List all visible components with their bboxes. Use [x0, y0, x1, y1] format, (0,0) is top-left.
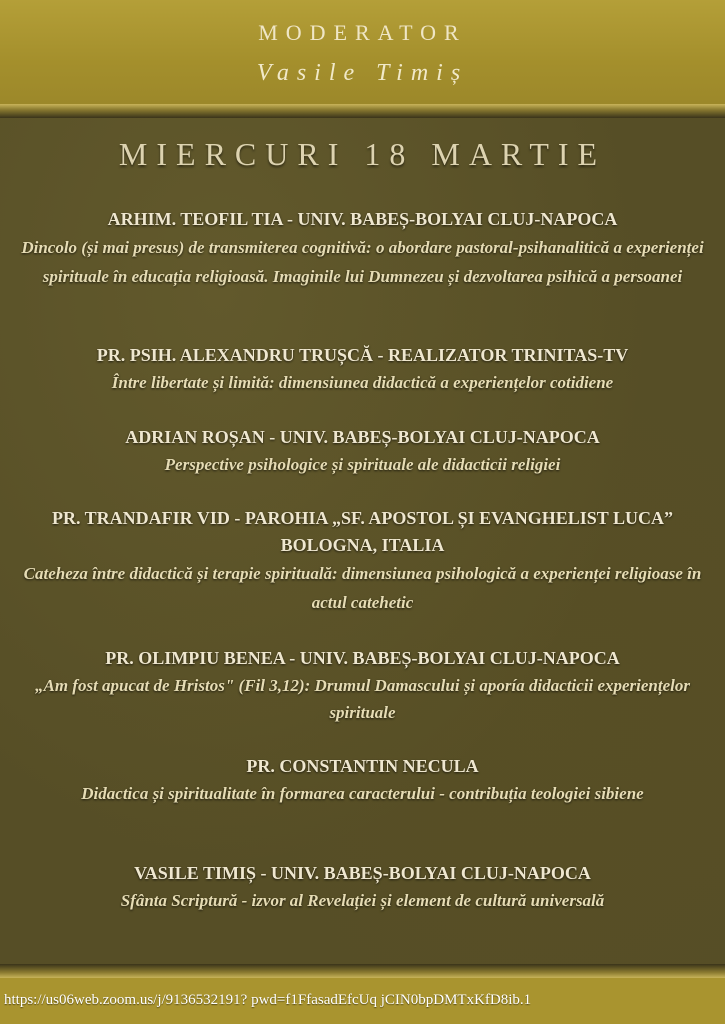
header-banner [0, 0, 725, 104]
moderator-name: Vasile Timiș [256, 60, 469, 86]
talk-speaker: ADRIAN ROȘAN - UNIV. BABEȘ-BOLYAI CLUJ-NAPOCA [125, 427, 600, 447]
talk-speaker: PR. TRANDAFIR VID - PAROHIA „SF. APOSTOL ȘI EVANGHELIST LUCA” BOLOGNA, ITALIA [52, 508, 673, 555]
talk-item [16, 505, 709, 617]
talk-title: Între libertate și limită: dimensiunea didactică a experiențelor cotidiene [111, 373, 614, 392]
day-heading: MIERCURI 18 MARTIE [118, 136, 607, 172]
bottom-divider [0, 964, 725, 978]
talk-item [16, 645, 709, 726]
talk-speaker: PR. OLIMPIU BENEA - UNIV. BABEȘ-BOLYAI CLUJ-NAPOCA [105, 648, 620, 668]
talk-title: „Am fost apucat de Hristos" (Fil 3,12): Drumul Damascului și aporía didacticii experiențelor spirituale [35, 676, 690, 722]
talk-title: Didactica și spiritualitate în formarea caracterului - contribuția teologiei sibiene [81, 784, 644, 803]
talk-speaker: VASILE TIMIȘ - UNIV. BABEȘ-BOLYAI CLUJ-NAPOCA [134, 863, 591, 883]
talk-title: Perspective psihologice și spirituale ale didacticii religiei [164, 455, 561, 474]
talk-speaker: ARHIM. TEOFIL TIA - UNIV. BABEȘ-BOLYAI CLUJ-NAPOCA [107, 209, 618, 229]
talk-item [16, 342, 709, 396]
program-panel [0, 118, 725, 968]
zoom-link[interactable]: https://us06web.zoom.us/j/9136532191? pwd=f1FfasadEfcUq jCIN0bpDMTxKfD8ib.1 [4, 992, 532, 1008]
talk-speaker: PR. CONSTANTIN NECULA [246, 756, 479, 776]
top-divider [0, 104, 725, 118]
talk-item [16, 860, 709, 914]
talk-speaker: PR. PSIH. ALEXANDRU TRUȘCĂ - REALIZATOR TRINITAS-TV [96, 345, 629, 365]
talk-title: Dincolo (și mai presus) de transmiterea cognitivă: o abordare pastoral-psihanalitică a experienței spirituale în educația religioasă. Imaginile lui Dumnezeu și dezvoltarea psihică a persoanei [21, 238, 704, 286]
talk-item [16, 206, 709, 291]
talk-item [16, 753, 709, 807]
moderator-label: MODERATOR [258, 20, 467, 45]
talk-title: Sfânta Scriptură - izvor al Revelației și element de cultură universală [120, 891, 605, 910]
talk-title: Cateheza între didactică și terapie spirituală: dimensiunea psihologică a experienței religioase în actul catehetic [23, 564, 702, 612]
talk-item [16, 424, 709, 478]
footer-banner [0, 978, 725, 1024]
